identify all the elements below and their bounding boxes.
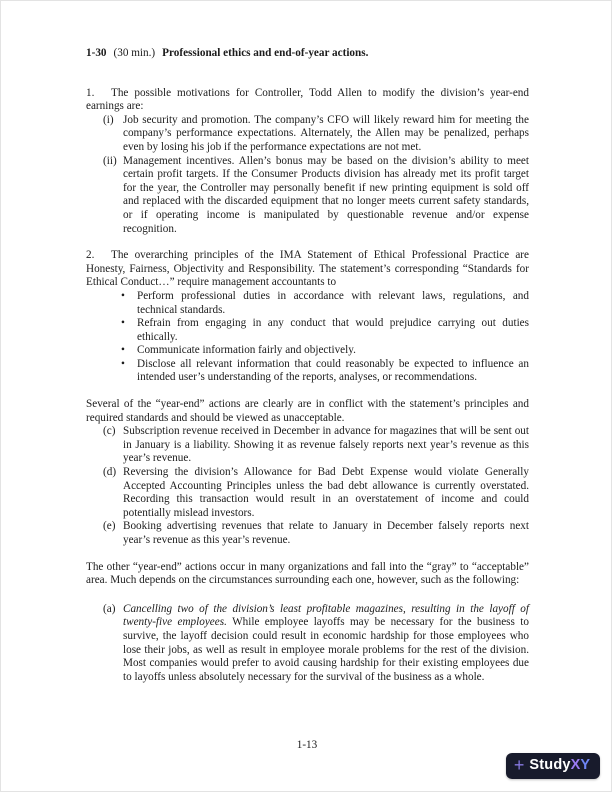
subitem-d <box>103 466 529 520</box>
subitem-i <box>103 114 529 155</box>
bullet-4-text: Disclose all relevant information that could reasonably be expected to influence an intended user’s understanding of the reports, analyses, or recommendations. <box>137 357 529 384</box>
subitem-c <box>103 425 529 466</box>
bullet-icon: • <box>121 289 125 302</box>
bullet-icon: • <box>121 344 125 357</box>
subitem-a-text <box>123 603 529 685</box>
studyxy-watermark-badge <box>506 753 600 779</box>
subitem-i-label: (i) <box>103 113 114 126</box>
document-body <box>86 47 529 684</box>
paragraph-1 <box>86 87 529 114</box>
paragraph-2 <box>86 249 529 290</box>
subitem-e-text: Booking advertising revenues that relate to January in December falsely reports next year’s revenue as this year’s revenue. <box>123 520 529 546</box>
bullet-icon: • <box>121 317 125 330</box>
bullet-1-text: Perform professional duties in accordance with relevant laws, regulations, and technical standards. <box>137 289 529 316</box>
brand-name-y: Y <box>580 757 590 774</box>
subitem-d-label: (d) <box>103 466 117 479</box>
bullet-icon: • <box>121 357 125 370</box>
brand-name-study: Study <box>529 757 571 774</box>
paragraph-2-text: The overarching principles of the IMA Statement of Ethical Professional Practice are Honesty, Fairness, Objectivity and Responsibility. The statement’s corresponding “Standards for Ethical Conduct…” require management accountants to <box>86 249 529 289</box>
paragraph-1-text: The possible motivations for Controller, Todd Allen to modify the division’s year-end earnings are: <box>86 86 529 113</box>
subitem-e <box>103 520 529 547</box>
plus-icon: + <box>513 755 525 775</box>
list-number-1: 1. <box>86 86 95 99</box>
problem-number: 1-30 <box>86 47 107 59</box>
page-number: 1-13 <box>296 739 318 751</box>
subitem-a <box>103 603 529 685</box>
bullet-item-4 <box>121 358 529 385</box>
bullet-item-1 <box>121 290 529 317</box>
bullet-3-text: Communicate information fairly and objectively. <box>137 344 356 357</box>
subitem-i-text: Job security and promotion. The company’s CFO will likely reward him for meeting the company’s performance expectations. Alternately, the Allen may be penalized, perhaps even by losing his job if the performance expectations are not met. <box>123 113 529 153</box>
list-number-2: 2. <box>86 249 95 262</box>
subitem-ii <box>103 155 529 237</box>
subitem-d-text: Reversing the division’s Allowance for Bad Debt Expense would violate Generally Accepted Accounting Principles unless the bad debt allowance is currently overstated. Recording this transaction would result in an overstatement of income and could potentially mislead investors. <box>123 466 529 519</box>
problem-time: (30 min.) <box>113 47 156 59</box>
subitem-e-label: (e) <box>103 520 116 533</box>
subitem-c-label: (c) <box>103 425 116 438</box>
subitem-a-italic-lead: Cancelling two of the division’s least profitable magazines, resulting in the layoff of twenty-five employees. <box>123 602 529 629</box>
subitem-c-text: Subscription revenue received in December in advance for magazines that will be sent out in January is a liability. Showing it as revenue falsely reports next year’s revenue as this year’s revenue. <box>123 425 529 465</box>
subitem-a-body: While employee layoffs may be necessary for the business to survive, the layoff decision could result in economic hardship for those employees who lose their jobs, as well as result in employee morale problems for the rest of the division. Most companies would prefer to avoid causing hardship for their existing employees due to layoffs unless absolutely necessary for the survival of the business as a whole. <box>123 616 529 683</box>
bullet-item-2 <box>121 317 529 344</box>
problem-title <box>86 47 529 61</box>
subitem-ii-label: (ii) <box>103 154 117 167</box>
paragraph-gray: The other “year-end” actions occur in many organizations and fall into the “gray” to “acceptable” area. Much depends on the circumstances surrounding each one, however, such as the following: <box>86 560 529 587</box>
bullet-item-3 <box>121 344 529 358</box>
subitem-a-label: (a) <box>103 602 116 615</box>
bullet-2-text: Refrain from engaging in any conduct that would prejudice carrying out duties ethically. <box>137 317 529 343</box>
problem-heading: Professional ethics and end-of-year actions. <box>162 47 369 59</box>
paragraph-unacceptable: Several of the “year-end” actions are clearly are in conflict with the statement’s principles and required standards and should be viewed as unacceptable. <box>86 398 529 424</box>
brand-name-x: X <box>570 757 581 774</box>
subitem-ii-text: Management incentives. Allen’s bonus may be based on the division’s ability to meet certain profit targets. If the Consumer Products division has already met its profit target for the year, the Controller may personally benefit if new printing equipment is sold off and replaced with the discarded equipment that no longer meets current safety standards, or if operating income is manipulated by questionable revenue and/or expense recognition. <box>123 154 529 235</box>
